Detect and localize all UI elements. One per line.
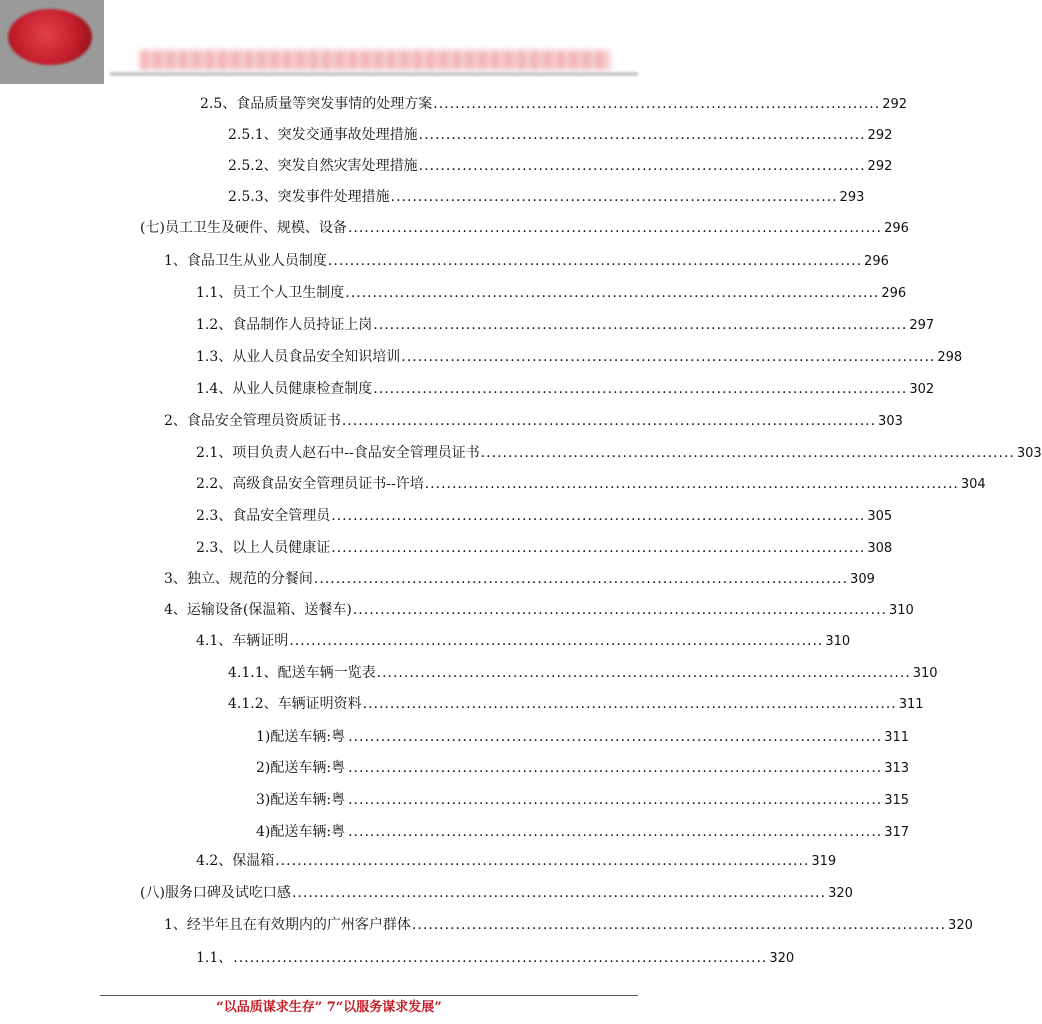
toc-entry-title: 食品质量等突发事情的处理方案 xyxy=(236,96,433,112)
toc-entry-page: 309 xyxy=(850,572,875,587)
toc-leader-dots: .................................................................................................. xyxy=(348,792,883,808)
toc-entry[interactable] xyxy=(228,126,893,144)
toc-entry-page: 313 xyxy=(884,761,910,776)
toc-entry[interactable] xyxy=(164,601,914,619)
toc-entry-number: 2.2、 xyxy=(196,476,233,492)
toc-entry[interactable] xyxy=(196,316,935,334)
toc-entry[interactable] xyxy=(200,95,908,113)
toc-entry-title: 配送车辆:粤 xyxy=(270,729,346,745)
toc-leader-dots: .................................................................................. xyxy=(390,189,838,205)
header-divider xyxy=(110,72,638,76)
toc-entry-number: 4.2、 xyxy=(196,853,233,869)
toc-entry-page: 317 xyxy=(884,825,910,840)
toc-entry-page: 303 xyxy=(1016,446,1042,461)
footer-divider xyxy=(100,995,638,996)
toc-entry[interactable] xyxy=(140,219,909,237)
toc-entry-page: 311 xyxy=(898,697,924,712)
toc-entry-title: 服务口碑及试吃口感 xyxy=(164,885,291,901)
toc-entry-number: 2.3、 xyxy=(196,508,233,524)
toc-entry[interactable] xyxy=(256,790,910,808)
toc-leader-dots: .................................................................................................. xyxy=(313,571,849,587)
toc-entry-page: 320 xyxy=(948,918,973,933)
toc-entry[interactable] xyxy=(196,348,963,366)
toc-leader-dots: .................................................................................................. xyxy=(289,633,824,649)
toc-entry-number: 2) xyxy=(256,760,271,776)
toc-entry-title: 配送车辆:粤 xyxy=(270,824,346,840)
toc-entry-number: 1) xyxy=(256,729,271,745)
toc-entry-number: 1.4、 xyxy=(196,381,233,397)
header-company-name-blurred xyxy=(140,50,610,70)
toc-entry-title: 以上人员健康证 xyxy=(232,540,331,556)
toc-leader-dots: .................................................................................................. xyxy=(348,824,883,840)
toc-entry[interactable] xyxy=(164,412,903,430)
toc-leader-dots: .................................................................................................. xyxy=(233,950,768,966)
toc-entry-number: 2.5.3、 xyxy=(228,189,278,205)
toc-entry-title: 车辆证明资料 xyxy=(277,696,362,712)
seal-logo-icon xyxy=(8,9,92,65)
toc-entry-number: (七) xyxy=(140,220,165,236)
toc-entry-page: 292 xyxy=(867,128,893,143)
toc-entry-number: 4.1、 xyxy=(196,633,233,649)
toc-entry-title: 高级食品安全管理员证书--许培 xyxy=(232,476,424,492)
toc-entry-number: 1、 xyxy=(164,253,187,269)
toc-entry-page: 292 xyxy=(882,97,908,112)
toc-entry-number: 2.5.2、 xyxy=(228,158,278,174)
toc-entry-number: 4.1.1、 xyxy=(228,665,278,681)
toc-entry-title: 员工个人卫生制度 xyxy=(232,285,345,301)
toc-entry-title: 配送车辆一览表 xyxy=(277,665,376,681)
toc-entry[interactable] xyxy=(228,157,893,175)
toc-entry-number: 3) xyxy=(256,792,271,808)
toc-entry-page: 302 xyxy=(909,382,935,397)
toc-leader-dots: .................................................................................................. xyxy=(362,696,897,712)
toc-entry-page: 319 xyxy=(811,854,837,869)
toc-entry[interactable] xyxy=(164,570,875,588)
toc-leader-dots: .................................................................................................. xyxy=(331,508,866,524)
toc-entry-title: 从业人员健康检查制度 xyxy=(232,381,373,397)
toc-entry-number: 1.1、 xyxy=(196,950,233,966)
toc-leader-dots: .................................................................................. xyxy=(433,96,881,112)
toc-entry-title: 食品卫生从业人员制度 xyxy=(186,253,327,269)
toc-entry-page: 315 xyxy=(884,793,910,808)
toc-entry[interactable] xyxy=(196,444,1042,462)
toc-entry[interactable] xyxy=(196,380,935,398)
toc-entry-page: 320 xyxy=(769,951,795,966)
toc-entry-title: 配送车辆:粤 xyxy=(270,760,346,776)
toc-leader-dots: .................................................................................................. xyxy=(352,602,887,618)
toc-entry[interactable] xyxy=(196,632,851,650)
toc-entry[interactable] xyxy=(256,758,910,776)
toc-entry[interactable] xyxy=(196,948,795,966)
toc-entry-page: 296 xyxy=(884,221,909,236)
toc-entry-number: 4.1.2、 xyxy=(228,696,278,712)
toc-leader-dots: .................................................................................................. xyxy=(331,540,866,556)
toc-leader-dots: .................................................................................................. xyxy=(291,885,827,901)
toc-entry-title: 运输设备(保温箱、送餐车) xyxy=(186,602,352,618)
toc-entry-page: 296 xyxy=(881,286,907,301)
toc-entry-page: 298 xyxy=(937,350,963,365)
toc-entry[interactable] xyxy=(256,727,910,745)
toc-leader-dots: .................................................................................................. xyxy=(327,253,863,269)
toc-entry[interactable] xyxy=(256,822,910,840)
toc-entry-number: 1.3、 xyxy=(196,349,233,365)
toc-entry-title: 项目负责人赵石中--食品安全管理员证书 xyxy=(232,445,480,461)
toc-entry-page: 320 xyxy=(828,886,853,901)
toc-leader-dots: .................................................................................................. xyxy=(345,285,880,301)
toc-entry[interactable] xyxy=(196,852,837,870)
toc-entry[interactable] xyxy=(164,916,973,934)
toc-entry-page: 310 xyxy=(825,634,851,649)
toc-entry[interactable] xyxy=(196,284,907,302)
toc-leader-dots: .................................................................................................. xyxy=(411,917,947,933)
toc-entry[interactable] xyxy=(164,252,889,270)
toc-entry[interactable] xyxy=(228,188,865,206)
toc-entry[interactable] xyxy=(228,664,938,682)
toc-leader-dots: .................................................................................. xyxy=(418,127,866,143)
toc-entry[interactable] xyxy=(196,539,893,557)
toc-entry-page: 311 xyxy=(884,730,910,745)
toc-entry-title: 独立、规范的分餐间 xyxy=(186,571,313,587)
toc-leader-dots: .................................................................................................. xyxy=(341,413,877,429)
toc-leader-dots: .................................................................................. xyxy=(418,158,866,174)
toc-entry-title: 经半年且在有效期内的广州客户群体 xyxy=(186,917,411,933)
toc-leader-dots: .................................................................................................. xyxy=(376,665,911,681)
toc-leader-dots: .................................................................................................. xyxy=(480,445,1015,461)
toc-entry-title: 配送车辆:粤 xyxy=(270,792,346,808)
toc-entry-title: 突发交通事故处理措施 xyxy=(277,127,418,143)
toc-entry-number: 2.1、 xyxy=(196,445,233,461)
toc-leader-dots: .................................................................................................. xyxy=(347,220,883,236)
toc-entry-page: 310 xyxy=(912,666,938,681)
toc-entry-number: 1、 xyxy=(164,917,187,933)
toc-leader-dots: .................................................................................................. xyxy=(424,476,959,492)
toc-entry-title: 突发事件处理措施 xyxy=(277,189,390,205)
toc-leader-dots: .................................................................................................. xyxy=(373,381,908,397)
toc-entry[interactable] xyxy=(196,507,893,525)
toc-entry-number: 4) xyxy=(256,824,271,840)
toc-entry-number: 2.5.1、 xyxy=(228,127,278,143)
toc-entry-title: 食品安全管理员 xyxy=(232,508,331,524)
toc-entry-number: 2.5、 xyxy=(200,96,237,112)
toc-entry-number: 2、 xyxy=(164,413,187,429)
company-logo xyxy=(0,0,104,84)
toc-entry-page: 308 xyxy=(867,541,893,556)
toc-entry-page: 296 xyxy=(864,254,889,269)
toc-entry-page: 292 xyxy=(867,159,893,174)
toc-entry-page: 303 xyxy=(878,414,903,429)
toc-entry[interactable] xyxy=(140,884,853,902)
toc-entry-title: 食品制作人员持证上岗 xyxy=(232,317,373,333)
toc-entry-number: 4、 xyxy=(164,602,187,618)
toc-entry-title: 保温箱 xyxy=(232,853,275,869)
toc-entry-title: 员工卫生及硬件、规模、设备 xyxy=(164,220,347,236)
toc-entry-number: 1.2、 xyxy=(196,317,233,333)
toc-entry-title: 从业人员食品安全知识培训 xyxy=(232,349,401,365)
toc-entry-number: 3、 xyxy=(164,571,187,587)
footer-slogan: “以品质谋求生存” 7“以服务谋求发展” xyxy=(216,1000,442,1015)
toc-entry[interactable] xyxy=(228,695,924,713)
toc-entry-number: 2.3、 xyxy=(196,540,233,556)
toc-leader-dots: .................................................................................................. xyxy=(275,853,810,869)
toc-entry-page: 293 xyxy=(839,190,865,205)
toc-entry-page: 310 xyxy=(888,603,914,618)
toc-entry-page: 297 xyxy=(909,318,935,333)
toc-entry-page: 305 xyxy=(867,509,893,524)
toc-entry-title: 车辆证明 xyxy=(232,633,289,649)
toc-leader-dots: .................................................................................................. xyxy=(401,349,936,365)
toc-leader-dots: .................................................................................................. xyxy=(373,317,908,333)
toc-entry-title: 食品安全管理员资质证书 xyxy=(186,413,341,429)
toc-entry[interactable] xyxy=(196,475,986,493)
toc-leader-dots: .................................................................................................. xyxy=(348,729,883,745)
toc-entry-page: 304 xyxy=(960,477,986,492)
toc-entry-title: 突发自然灾害处理措施 xyxy=(277,158,418,174)
toc-entry-number: 1.1、 xyxy=(196,285,233,301)
toc-entry-number: (八) xyxy=(140,885,165,901)
toc-leader-dots: .................................................................................................. xyxy=(348,760,883,776)
